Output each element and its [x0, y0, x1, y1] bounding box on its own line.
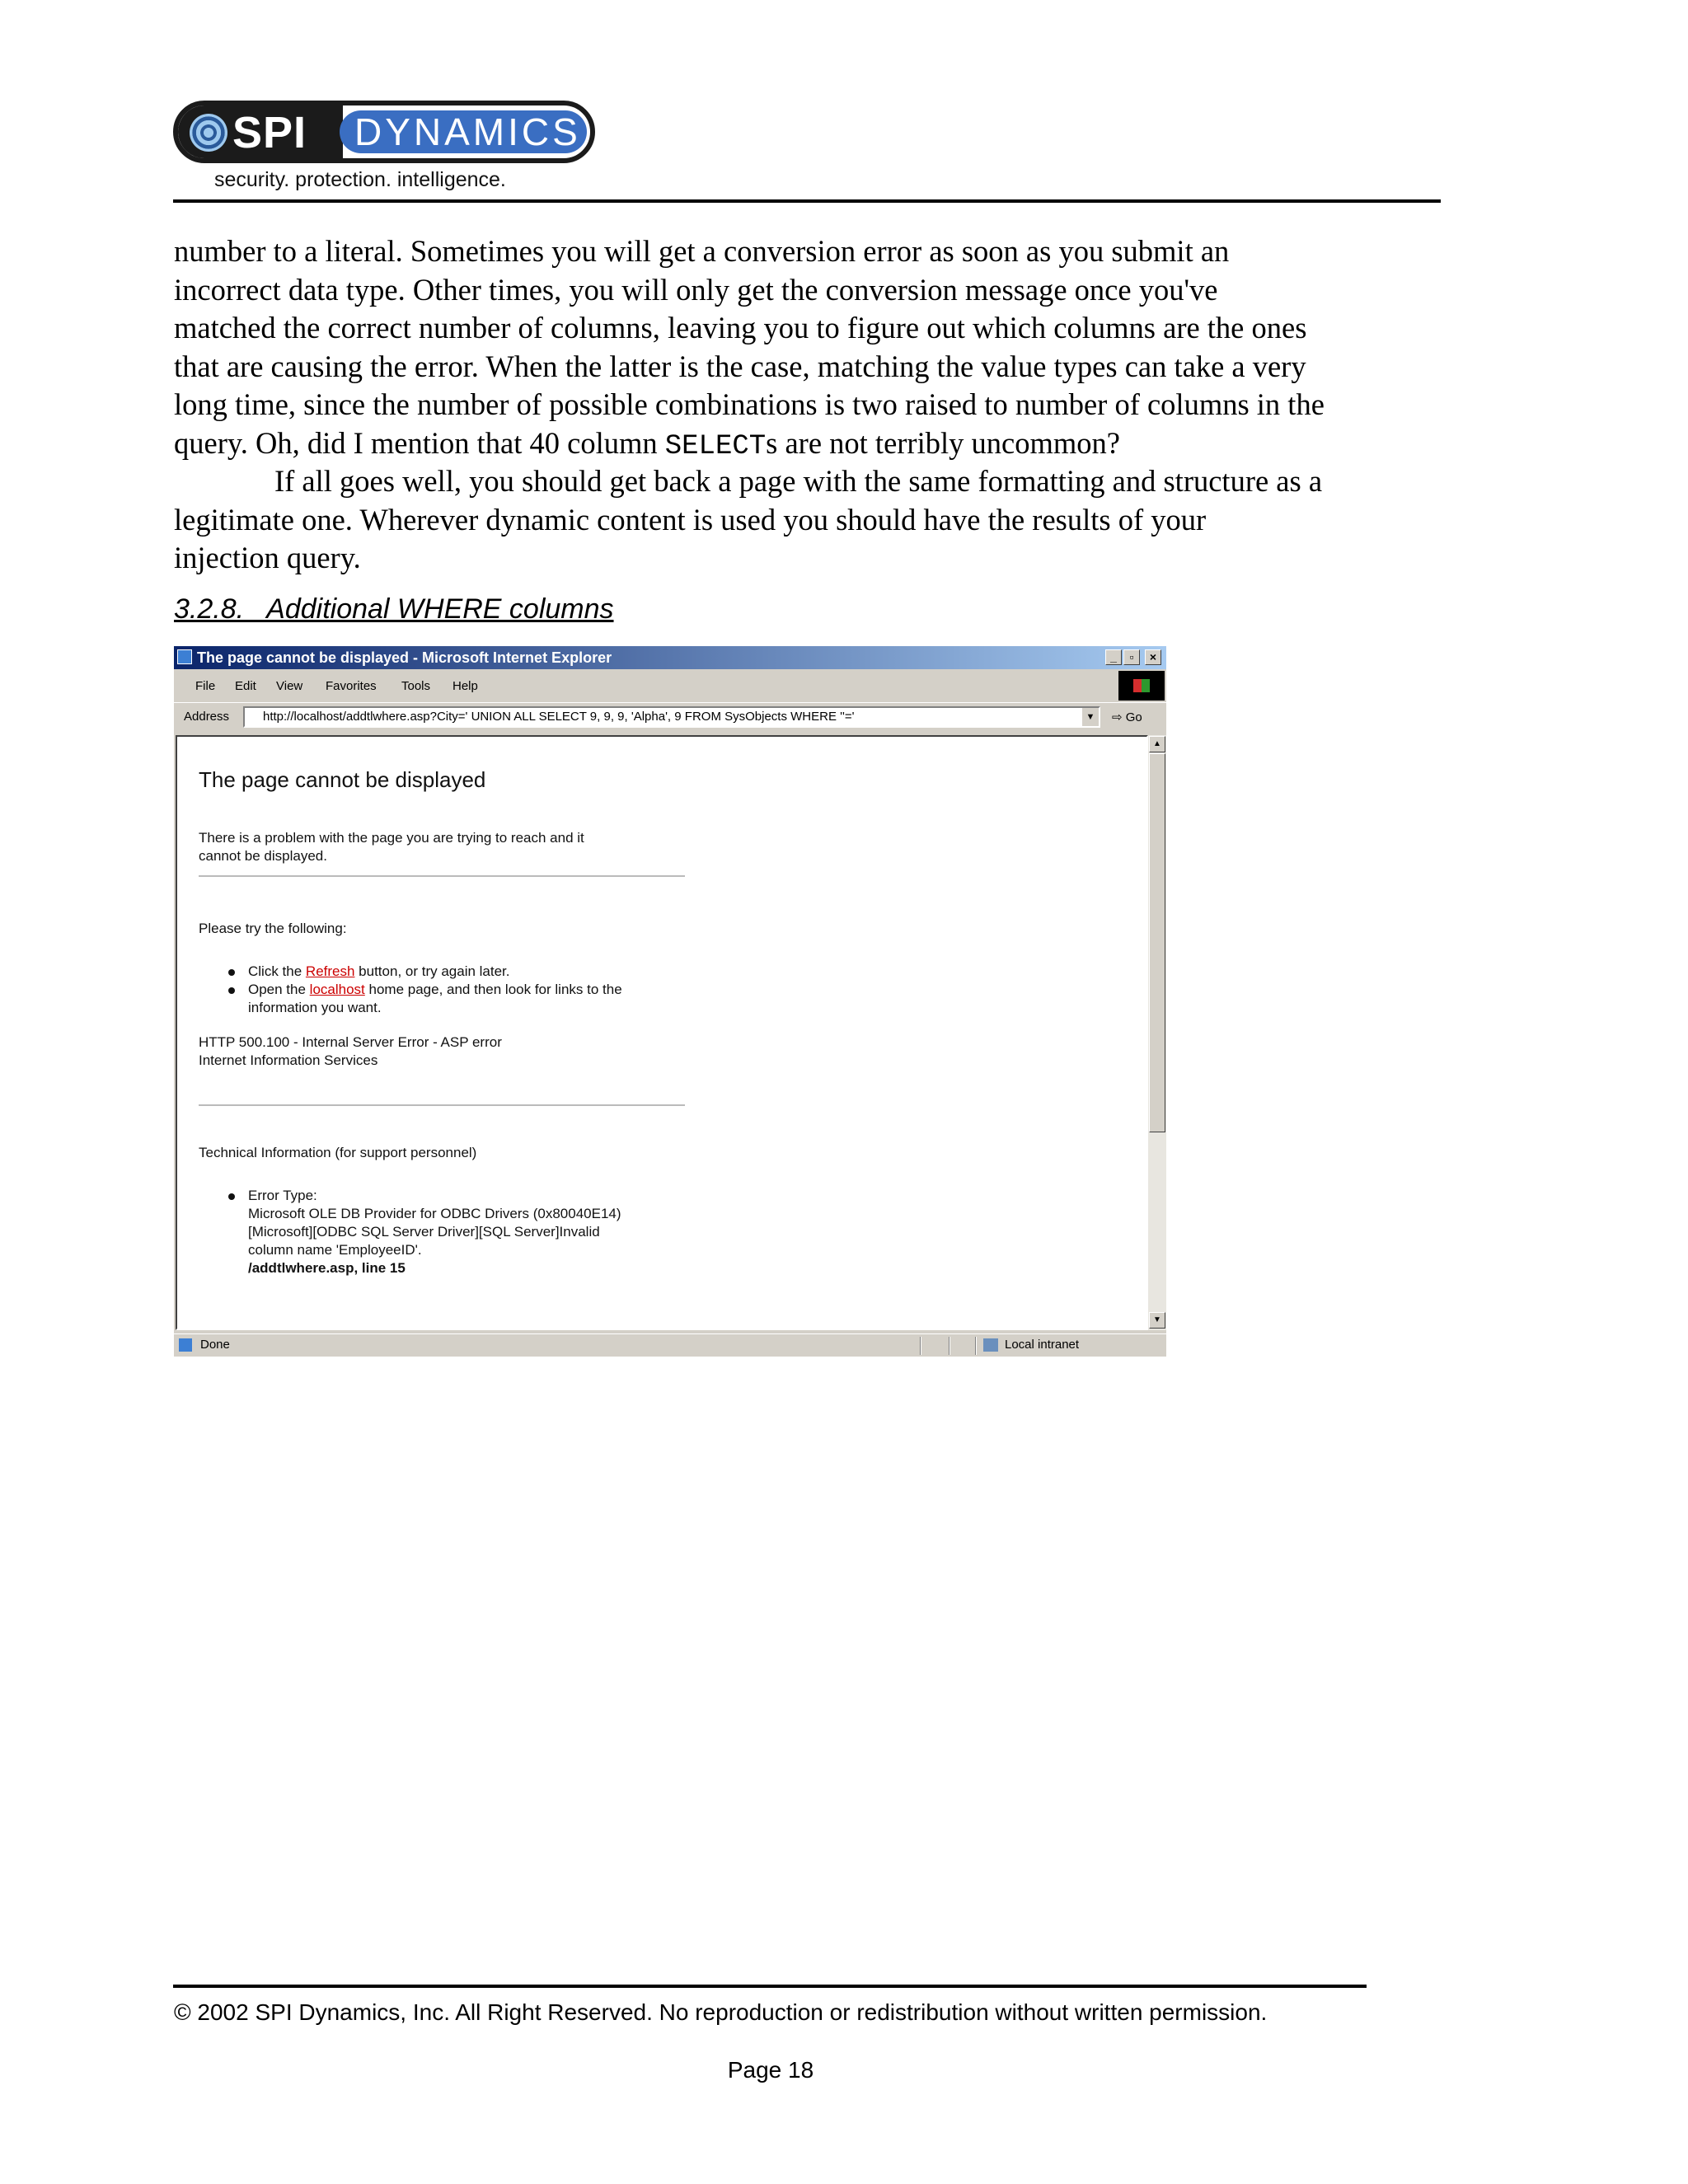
paragraph-line: injection query. [174, 541, 361, 574]
address-url: http://localhost/addtlwhere.asp?City=' UNION ALL SELECT 9, 9, 9, 'Alpha', 9 FROM SysObjects WHERE ''=' [263, 710, 855, 724]
paragraph-line: matched the correct number of columns, leaving you to figure out which columns are the ones [174, 311, 1307, 344]
status-bar [174, 1333, 1166, 1357]
menu-edit[interactable]: Edit [235, 679, 256, 693]
zone-text: Local intranet [1005, 1338, 1080, 1352]
address-bar [174, 702, 1166, 731]
status-text: Done [200, 1338, 230, 1352]
suggestion-continuation: information you want. [248, 1000, 382, 1015]
windows-logo-icon [1118, 671, 1165, 701]
browser-title-bar [174, 646, 1166, 669]
error-detail-line: column name 'EmployeeID'. [248, 1242, 422, 1258]
text-run: home page, and then look for links to the [364, 982, 622, 997]
footer-divider [173, 1985, 1367, 1988]
section-heading: 3.2.8. Additional WHERE columns [174, 593, 614, 625]
status-separator [949, 1337, 950, 1355]
bullet-icon [228, 1193, 235, 1200]
http-error-line: HTTP 500.100 - Internal Server Error - ASP error [199, 1034, 502, 1050]
paragraph-2 [174, 462, 1447, 578]
menu-help[interactable]: Help [452, 679, 478, 693]
error-type-label: Error Type: [248, 1188, 317, 1203]
go-label: Go [1125, 710, 1142, 724]
error-detail-line: [Microsoft][ODBC SQL Server Driver][SQL Server]Invalid [248, 1224, 600, 1240]
copyright-notice: © 2002 SPI Dynamics, Inc. All Right Reserved. No reproduction or redistribution without written permission. [174, 1999, 1268, 2025]
restore-icon[interactable]: ▫ [1123, 649, 1140, 665]
horizontal-rule [199, 875, 685, 877]
text-run: query. Oh, did I mention that 40 column [174, 425, 665, 460]
intranet-zone-icon [983, 1338, 998, 1352]
menu-file[interactable]: File [195, 679, 216, 693]
localhost-link[interactable]: localhost [309, 982, 365, 997]
horizontal-rule [199, 1104, 685, 1106]
text-run: button, or try again later. [354, 963, 510, 979]
logo-tagline: security. protection. intelligence. [214, 168, 506, 191]
status-separator [920, 1337, 921, 1355]
error-intro-line: There is a problem with the page you are trying to reach and it [199, 830, 584, 846]
text-run: Open the [248, 982, 310, 997]
error-heading: The page cannot be displayed [199, 767, 486, 792]
page-done-icon [179, 1338, 192, 1352]
page-number: Page 18 [727, 2057, 814, 2083]
close-icon[interactable]: × [1145, 649, 1161, 665]
scroll-down-icon[interactable]: ▼ [1149, 1312, 1165, 1329]
header-divider [173, 199, 1441, 203]
error-location: /addtlwhere.asp, line 15 [248, 1260, 406, 1276]
browser-screenshot [174, 646, 1166, 1357]
browser-title: The page cannot be displayed - Microsoft Internet Explorer [197, 649, 612, 666]
paragraph-line: that are causing the error. When the latter is the case, matching the value types can take a very [174, 349, 1306, 383]
paragraph-1 [174, 232, 1447, 466]
paragraph-line: number to a literal. Sometimes you will get a conversion error as soon as you submit an [174, 234, 1230, 268]
paragraph-line: legitimate one. Wherever dynamic content is used you should have the results of your [174, 502, 1207, 537]
paragraph-line: incorrect data type. Other times, you will only get the conversion message once you've [174, 272, 1218, 307]
ie-icon [177, 649, 192, 664]
status-separator [975, 1337, 977, 1355]
logo-dynamics-text: DYNAMICS [354, 110, 581, 153]
suggestion-refresh [248, 963, 510, 981]
address-input[interactable] [243, 706, 1100, 728]
refresh-link[interactable]: Refresh [305, 963, 355, 979]
scroll-up-icon[interactable]: ▲ [1149, 736, 1165, 752]
go-button[interactable]: ⇨ Go [1112, 710, 1142, 724]
text-run: s are not terribly uncommon? [766, 425, 1120, 460]
paragraph-line [174, 424, 1447, 466]
technical-info-heading: Technical Information (for support personnel) [199, 1145, 477, 1160]
logo-spi-text: SPI [232, 108, 307, 157]
browser-content [176, 735, 1148, 1330]
error-detail-line: Microsoft OLE DB Provider for ODBC Drivers (0x80040E14) [248, 1206, 621, 1221]
target-logo-icon [190, 114, 227, 152]
minimize-icon[interactable]: _ [1105, 649, 1122, 665]
scroll-thumb[interactable] [1149, 753, 1165, 1132]
suggestion-localhost [248, 981, 622, 999]
menu-view[interactable]: View [276, 679, 303, 693]
iis-line: Internet Information Services [199, 1052, 378, 1068]
menu-favorites[interactable]: Favorites [326, 679, 377, 693]
error-intro-line: cannot be displayed. [199, 848, 327, 864]
dropdown-arrow-icon[interactable]: ▼ [1082, 708, 1099, 726]
paragraph-line: If all goes well, you should get back a page with the same formatting and structure as a [274, 464, 1323, 498]
spi-dynamics-logo [173, 101, 595, 163]
code-select: SELECT [664, 430, 767, 462]
try-following: Please try the following: [199, 921, 347, 936]
browser-menu-bar [174, 671, 1166, 701]
menu-tools[interactable]: Tools [401, 679, 431, 693]
text-run: Click the [248, 963, 306, 979]
address-label: Address [184, 710, 230, 724]
paragraph-line: long time, since the number of possible combinations is two raised to number of columns in the [174, 387, 1325, 421]
vertical-scrollbar[interactable] [1148, 735, 1166, 1330]
bullet-icon [228, 969, 235, 976]
bullet-icon [228, 987, 235, 994]
